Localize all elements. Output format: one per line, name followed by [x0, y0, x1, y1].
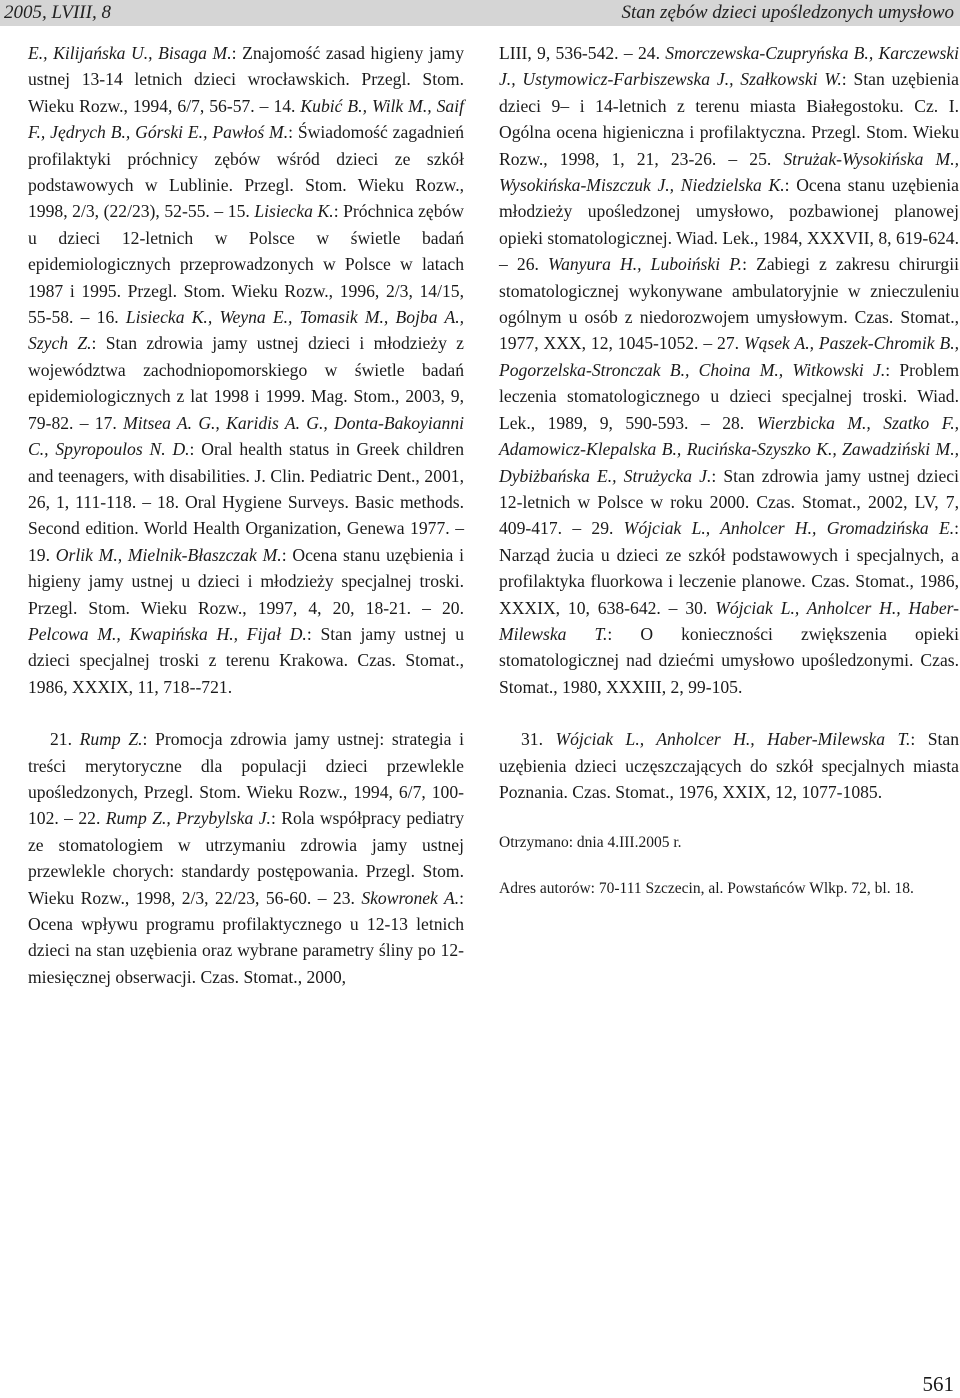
page-header: [0, 0, 960, 26]
running-title: Stan zębów dzieci upośledzonych umysłowo: [621, 2, 954, 23]
author-names: Rump Z.: [79, 729, 143, 750]
received-date: Otrzymano: dnia 4.III.2005 r.: [499, 834, 682, 852]
author-names: Kubić B., Wilk M., Saif F., Jędrych B., Górski E., Pawłoś M.: [28, 95, 464, 143]
author-names: Rump Z., Przybylska J.: [105, 808, 271, 829]
reference-text: : Ocena wpływu programu profilaktycznego u 12-13 letnich dzieci na stan uzębienia oraz wybrane parametry śliny po 12-miesięcznej obserwacji. Czas. Stomat., 2000,: [28, 887, 464, 987]
reference-text: : Narząd żucia u dzieci ze szkół podstawowych i specjalnych, a profilaktyka fluorkowa i leczenie planowe. Czas. Stomat., 1986, XXXIX, 10, 638-642. – 30.: [499, 518, 959, 618]
reference-text: : Próchnica zębów u dzieci 12-letnich w Polsce w świetle badań epidemiologicznych przeprowadzonych w Polsce w latach 1987 i 1995. Przegl. Stom. Wieku Rozw., 1996, 2/3, 14/15, 55-58. – 16.: [28, 201, 464, 328]
reference-text: : Rola współpracy pediatry ze stomatologiem w utrzymaniu zdrowia jamy ustnej przewlekle chorych: standardy postępowania. Przegl. Stom. Wieku Rozw., 1998, 2/3, 22/23, 56-60. – 23.: [28, 808, 464, 908]
reference-text: : Ocena stanu uzębienia i higieny jamy ustnej u dzieci i młodzieży specjalnej troski. Przegl. Stom. Wieku Rozw., 1997, 4, 20, 18-21. – 20.: [28, 544, 465, 618]
reference-paragraph: [499, 40, 959, 700]
author-names: E., Kilijańska U., Bisaga M.: [28, 43, 232, 63]
reference-text: : Stan zdrowia jamy ustnej dzieci 12-letnich w Polsce w roku 2000. Czas. Stomat., 2002, LV, 7, 409-417. – 29.: [499, 465, 959, 539]
author-names: Wąsek A., Paszek-Chromik B., Pogorzelska-Stronczak B., Choina M., Witkowski J.: [499, 333, 959, 380]
left-column: [28, 40, 464, 990]
right-column: [499, 40, 959, 901]
reference-text: : Świadomość zagadnień profilaktyki próchnicy zębów wśród dzieci ze szkół podstawowych w Lublinie. Przegl. Stom. Wieku Rozw., 1998, 2/3, (22/23), 52-55. – 15.: [28, 122, 464, 222]
author-names: Lisiecka K., Weyna E., Tomasik M., Bojba A., Szych Z.: [28, 307, 464, 354]
journal-issue: 2005, LVIII, 8: [4, 2, 111, 23]
reference-text: : Znajomość zasad higieny jamy ustnej 13-14 letnich dzieci wrocławskich. Przegl. Stom. Wieku Rozw., 1994, 6/7, 56-57. – 14.: [28, 43, 464, 116]
author-names: Wierzbicka M., Szatko F., Adamowicz-Klepalska B., Rucińska-Szyszko K., Zawadziński M., Dybiżbańska E., Strużycka J.: [499, 412, 959, 486]
author-names: Strużak-Wysokińska M., Wysokińska-Miszczuk J., Niedzielska K.: [499, 148, 960, 196]
reference-text: : Stan zdrowia jamy ustnej dzieci i młodzieży z województwa zachodniopomorskiego w świetle badań epidemiologicznych z lat 1998 i 1999. Mag. Stom., 2003, 9, 79-82. – 17.: [28, 333, 464, 433]
reference-text: : Ocena stanu uzębienia młodzieży upośledzonej umysłowo, pozbawionej planowej opieki stomatologicznej. Wiad. Lek., 1984, XXXVII, 8, 619-624. – 26.: [499, 175, 959, 275]
author-names: Wanyura H., Luboiński P.: [548, 254, 743, 275]
page-number: 561: [922, 1372, 954, 1396]
reference-text: : Zabiegi z zakresu chirurgii stomatologicznej wykonywane ambulatoryjnie w znieczuleniu ogólnym u osób z niedorozwojem umysłowym. Czas. Stomat., 1977, XXX, 12, 1045-1052. – 27.: [499, 254, 960, 354]
reference-text: : Stan uzębienia dzieci uczęszczających do szkół specjalnych miasta Poznania. Czas. Stomat., 1976, XXIX, 12, 1077-1085.: [499, 729, 959, 802]
reference-paragraph: [28, 40, 464, 700]
reference-paragraph: [499, 726, 959, 805]
author-names: Pelcowa M., Kwapińska H., Fijał D.: [28, 623, 307, 644]
author-names: Orlik M., Mielnik-Błaszczak M.: [55, 544, 282, 565]
reference-text: : Promocja zdrowia jamy ustnej: strategia i treści merytoryczne dla populacji dzieci przewlekle upośledzonych, Przegl. Stom. Wieku Rozw., 1994, 6/7, 100-102. – 22.: [28, 729, 465, 829]
reference-text: LIII, 9, 536-542. – 24.: [499, 43, 666, 63]
author-names: Wójciak L., Anholcer H., Haber-Milewska T.: [499, 597, 959, 644]
reference-text: : Oral health status in Greek children and teenagers, with disabilities. J. Clin. Pediatric Dent., 2001, 26, 1, 111-118. – 18. Oral Hygiene Surveys. Basic methods. Second edition. World Health Organization, Genewa 1977. – 19.: [28, 439, 464, 565]
author-names: Smorczewska-Czupryńska B., Karczewski J., Ustymowicz-Farbiszewska J., Szałkowski W.: [499, 43, 959, 90]
author-names: Wójciak L., Anholcer H., Gromadzińska E.: [623, 518, 955, 539]
author-names: Lisiecka K.: [254, 201, 334, 222]
author-names: Mitsea A. G., Karidis A. G., Donta-Bakoyianni C., Spyropoulos N. D.: [28, 412, 465, 460]
reference-text: 31.: [521, 729, 556, 750]
reference-text: : Stan uzębienia dzieci 9– i 14-letnich z terenu miasta Białegostoku. Cz. I. Ogólna ocena higieniczna i profilaktyczna. Przegl. Stom. Wieku Rozw., 1998, 1, 21, 23-26. – 25.: [499, 69, 959, 169]
reference-text: : O konieczności zwiększenia opieki stomatologicznej nad dziećmi umysłowo upośledzonymi. Czas. Stomat., 1980, XXXIII, 2, 99-105.: [499, 623, 959, 697]
author-address: Adres autorów: 70-111 Szczecin, al. Powstańców Wlkp. 72, bl. 18.: [499, 880, 914, 898]
reference-paragraph: [28, 726, 464, 990]
author-names: Wójciak L., Anholcer H., Haber-Milewska T.: [555, 729, 911, 750]
reference-text: 21.: [50, 729, 80, 750]
reference-text: : Stan jamy ustnej u dzieci specjalnej troski z terenu Krakowa. Czas. Stomat., 1986, XXXIX, 11, 718--721.: [28, 623, 465, 697]
author-names: Skowronek A.: [361, 887, 460, 908]
reference-text: : Problem leczenia stomatologicznego u dzieci specjalnej troski. Wiad. Lek., 1989, 9, 590-593. – 28.: [499, 359, 959, 433]
